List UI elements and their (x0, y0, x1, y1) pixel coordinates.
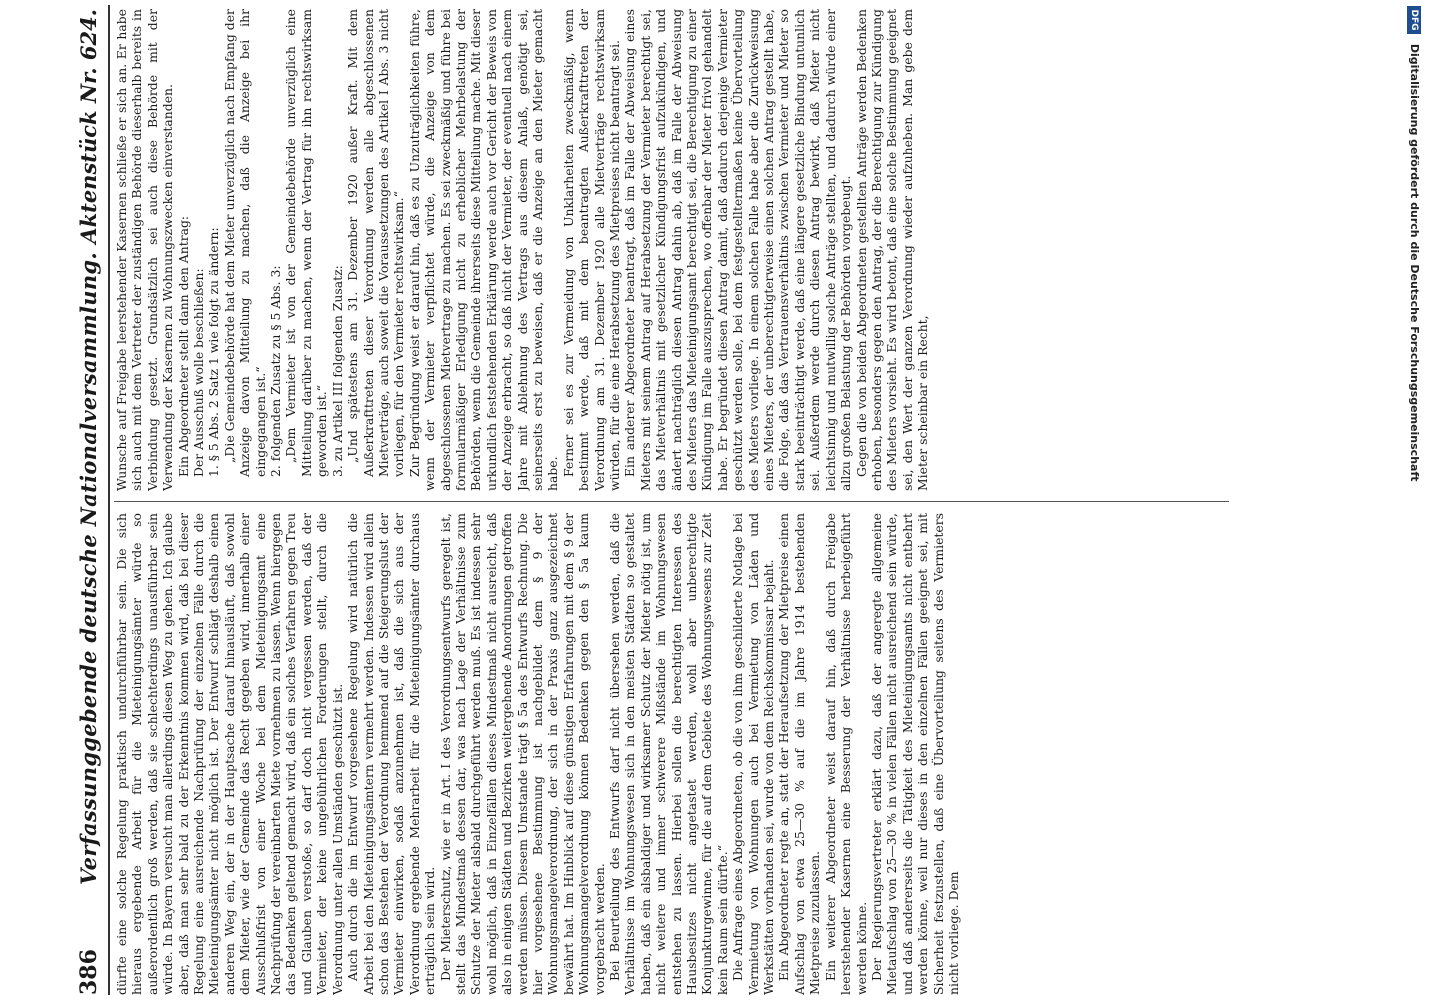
header-rule (108, 5, 110, 995)
page-header (70, 5, 110, 995)
quoted-amendment: „Und spätestens am 31. Dezember 1920 außer Kraft. Mit dem Außerkrafttreten dieser Verordnung werden alle abgeschlossenen Mietverträge, auch soweit die Voraussetzungen des Artikel I Abs. 3 nicht vorliegen, für den Vermieter rechtswirksam.“ (345, 9, 407, 477)
list-item: 3. zu Artikel III folgenden Zusatz: (329, 265, 345, 477)
list-item: 1. § 5 Abs. 2 Satz 1 wie folgt zu ändern: (206, 227, 222, 477)
paragraph: Der Ausschuß wolle beschließen: (191, 268, 207, 477)
left-column (114, 513, 1229, 995)
right-column (114, 9, 1229, 491)
page-number: 386 (76, 949, 102, 995)
running-title: Verfassunggebende deutsche Nationalversammlung. (76, 251, 101, 885)
column-divider (114, 501, 1229, 502)
rotated-text-frame (10, 5, 1405, 995)
dfg-logo: DFG (1407, 6, 1421, 34)
list-item: 2. folgenden Zusatz zu § 5 Abs. 3: (268, 265, 284, 477)
paragraph: Ein weiterer Abgeordneter weist darauf hin, daß durch Freigabe leerstehender Kasernen eine Besserung der Verhältnisse herbeigeführt werden könne. (822, 513, 869, 995)
funding-note: Digitalisierung gefördert durch die Deutsche Forschungsgemeinschaft (1408, 43, 1421, 482)
paragraph: Zur Begründung weist er darauf hin, daß es zu Unzuträglichkeiten führe, wenn der Vermieter verpflichtet würde, die Anzeige von dem abgeschlossenen Mietvertrage zu machen. Es sei zweckmäßig und führe bei formularmäßiger Erledigung nicht zu erheblicher Mehrbelastung der Behörden, wenn die Gemeinde ihrerseits diese Mitteilung mache. Mit dieser urkundlich feststehenden Erklärung werde auch vor Gericht der Beweis von der Anzeige erbracht, so daß nicht der Vermieter, der eventuell nach einem Jahre mit Ablehnung des Vertrags aus diesem Anlaß, genötigt sei, seinerseits erst zu beweisen, daß er die Anzeige an den Mieter gemacht habe. (406, 9, 561, 491)
paragraph: Der Mieterschutz, wie er in Art. I des Verordnungsentwurfs geregelt ist, stellt das Mindestmaß dessen dar, was nach Lage der Verhältnisse zum Schutze der Mieter alsbald durchgeführt werden muß. Es ist indessen sehr wohl möglich, daß in Einzelfällen dieses Mindestmaß nicht ausreicht, daß also in einigen Städten und Bezirken weitergehende Anordnungen getroffen werden müssen. Diesem Umstande trägt § 5a des Entwurfs Rechnung. Die hier vorgesehene Bestimmung ist nachgebildet dem § 9 der Wohnungsmangelverordnung, der sich in der Praxis ganz ausgezeichnet bewährt hat. Im Hinblick auf diese günstigen Erfahrungen mit dem § 9 der Wohnungsmangelverordnung können Bedenken gegen den § 5a kaum vorgebracht werden. (437, 513, 607, 995)
paragraph: Ferner sei es zur Vermeidung von Unklarheiten zweckmäßig, wenn bestimmt werde, daß mit dem beantragten Außerkrafttreten der Verordnung am 31. Dezember 1920 alle Mietverträge rechtswirksam würden, für die eine Herabsetzung des Mietpreises nicht beantragt sei. (560, 9, 622, 491)
paragraph: Die Anfrage eines Abgeordneten, ob die von ihm geschilderte Notlage bei Vermietung von Wohnungen auch bei Vermietung von Läden und Werkstätten vorhanden sei, wurde von dem Reichskommissar bejaht. (730, 513, 777, 995)
paragraph: Wunsche auf Freigabe leerstehender Kasernen schließe er sich an. Er habe sich auch mit dem Vertreter der zuständigen Behörde dieserhalb bereits in Verbindung gesetzt. Grundsätzlich sei auch diese Behörde mit der Verwendung der Kasernen zu Wohnungszwecken einverstanden. (114, 9, 176, 491)
document-number: Aktenstück Nr. 624. (76, 9, 101, 244)
paragraph: Gegen die von beiden Abgeordneten gestellten Anträge werden Bedenken erhoben, besonders gegen den Antrag, der die Berechtigung zur Kündigung des Mieters vorsieht. Es wird betont, daß eine solche Bestimmung geeignet sei, den Wert der ganzen Verordnung wieder aufzuheben. Man gebe dem Mieter scheinbar ein Recht, (853, 9, 931, 491)
digitization-note (1398, 0, 1428, 1000)
paragraph: Auch durch die im Entwurf vorgesehene Regelung wird natürlich die Arbeit bei den Mieteinigungsämtern vermehrt werden. Indessen wird allein schon das Bestehen der Verordnung hemmend auf die Steigerungslust der Vermieter einwirken, sodaß anzunehmen ist, daß die sich aus der Verordnung ergebende Mehrarbeit für die Mieteinigungsämter durchaus erträglich sein wird. (345, 513, 438, 995)
paragraph: Ein Abgeordneter regte an, statt der Heraufsetzung der Mietpreise einen Aufschlag von etwa 25—30 % auf die im Jahre 1914 bestehenden Mietpreise zuzulassen. (776, 513, 823, 995)
paragraph: Bei Beurteilung des Entwurfs darf nicht übersehen werden, daß die Verhältnisse im Wohnungswesen sich in den meisten Städten so gestaltet haben, daß ein alsbaldiger und wirksamer Schutz der Mieter nötig ist, um nicht weitere und immer schwerere Mißstände im Wohnungswesen entstehen zu lassen. Hierbei sollen die berechtigten Interessen des Hausbesitzes nicht angetastet werden, wohl aber unberechtigte Konjunkturgewinne, für die auf dem Gebiete des Wohnungswesens zur Zeit kein Raum sein dürfte.“ (607, 513, 730, 995)
quoted-amendment: „Die Gemeindebehörde hat dem Mieter unverzüglich nach Empfang der Anzeige davon Mitteilung zu machen, daß die Anzeige bei ihr eingegangen ist.“ (221, 9, 268, 477)
quoted-amendment: „Dem Vermieter ist von der Gemeindebehörde unverzüglich eine Mitteilung darüber zu machen, wenn der Vertrag für ihn rechtswirksam geworden ist.“ (283, 9, 330, 477)
paragraph: Der Regierungsvertreter erklärt dazu, daß der angeregte allgemeine Mietaufschlag von 25—30 % in vielen Fällen nicht ausreichend sein würde, und daß andererseits die Tätigkeit des Mieteinigungsamts nicht entbehrt werden könne, weil nur dieses in den einzelnen Fällen geeignet sei, mit Sicherheit festzustellen, daß eine Übervorteilung seitens des Vermieters nicht vorliege. Dem (868, 513, 961, 995)
paragraph: dürfte eine solche Regelung praktisch undurchführbar sein. Die sich hieraus ergebende Arbeit für die Mieteinigungsämter würde so außerordentlich groß werden, daß sie schlechterdings unausführbar sein würde. In Bayern versucht man allerdings diesen Weg zu gehen. Ich glaube aber, daß man sehr bald zu der Erkenntnis kommen wird, daß bei dieser Regelung eine ausreichende Nachprüfung der einzelnen Fälle durch die Mieteinigungsämter nicht möglich ist. Der Entwurf schlägt deshalb einen anderen Weg ein, der in der Hauptsache darauf hinausläuft, daß sowohl dem Mieter, wie der Gemeinde das Recht gegeben wird, innerhalb einer Ausschlußfrist von einer Woche bei dem Mieteinigungsamt eine Nachprüfung der vereinbarten Miete vornehmen zu lassen. Wenn hiergegen das Bedenken geltend gemacht wird, daß ein solches Verfahren gegen Treu und Glauben verstoße, so darf doch nicht vergessen werden, daß der Vermieter, der keine ungebührlichen Forderungen stellt, durch die Verordnung unter allen Umständen geschützt ist. (114, 513, 345, 995)
paragraph: Ein anderer Abgeordneter beantragt, daß im Falle der Abweisung eines Mieters mit seinem Antrag auf Herabsetzung der Vermieter berechtigt sei, das Mietverhältnis mit gesetzlicher Kündigungsfrist aufzukündigen, und ändert nachträglich diesen Antrag dahin ab, daß im Falle der Abweisung des Mieters das Mieteinigungsamt berechtigt sei, die Berechtigung zu einer Kündigung im Falle auszusprechen, wo offenbar der Mieter frivol gehandelt habe. Er begründet diesen Antrag damit, daß dadurch derjenige Vermieter geschützt werden solle, bei dem festgestelltermaßen keine Übervorteilung des Mieters vorliege. In einem solchen Falle habe aber die Zurückweisung eines Mieters, der unberechtigterweise einen solchen Antrag gestellt habe, die Folge, daß das Vertrauensverhältnis zwischen Vermieter und Mieter so stark beeinträchtigt werde, daß eine längere gesetzliche Bindung untunlich sei. Außerdem werde durch diesen Antrag bewirkt, daß Mieter nicht leichtsinnig und mutwillig solche Anträge stellten, und dadurch würde einer allzu großen Belastung der Behörden vorgebeugt. (622, 9, 854, 491)
paragraph: Ein Abgeordneter stellt dann den Antrag: (175, 215, 191, 477)
